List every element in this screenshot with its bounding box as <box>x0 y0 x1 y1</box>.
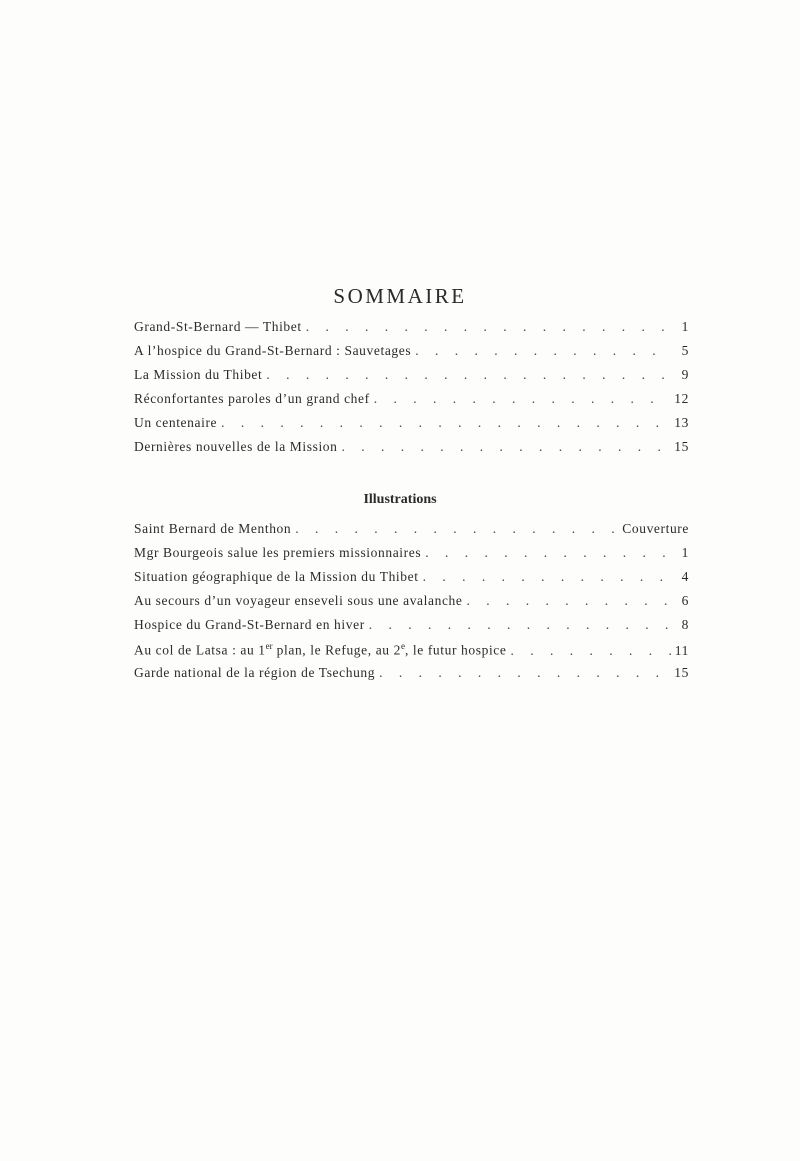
toc-entry-page: 5 <box>681 343 689 358</box>
illustration-entry <box>134 665 689 689</box>
toc-entry <box>134 439 689 463</box>
label-part: plan, le Refuge, au 2 <box>272 642 401 658</box>
toc-entry <box>134 391 689 415</box>
toc-entry <box>134 319 689 343</box>
toc-entry-title: Réconfortantes paroles d’un grand chef <box>134 391 370 406</box>
toc-entry <box>134 343 689 367</box>
illustration-page: 8 <box>681 617 689 632</box>
illustration-title: Au secours d’un voyageur enseveli sous une avalanche <box>134 593 463 608</box>
dot-leader <box>511 643 671 659</box>
superscript: er <box>265 641 273 651</box>
illustration-entry <box>134 569 689 593</box>
dot-leader <box>374 391 671 407</box>
toc-entry-title: Grand-St-Bernard — Thibet <box>134 319 302 334</box>
dot-leader <box>369 617 671 633</box>
illustration-title: Garde national de la région de Tsechung <box>134 665 376 680</box>
illustration-title: Mgr Bourgeois salue les premiers missionnaires <box>134 545 422 560</box>
dot-leader <box>415 343 671 359</box>
illustration-entry <box>134 521 689 545</box>
toc-entry-page: 15 <box>674 439 689 454</box>
toc-entry <box>134 415 689 439</box>
illustration-entry <box>134 545 689 569</box>
toc-entry-page: 1 <box>681 319 689 334</box>
toc-entry-page: 13 <box>674 415 689 430</box>
illustration-entry <box>134 617 689 641</box>
illustration-title <box>134 641 507 659</box>
toc-entry <box>134 367 689 391</box>
label-part: , le futur hospice <box>404 642 507 658</box>
toc-entry-title: Un centenaire <box>134 415 218 430</box>
dot-leader <box>423 569 671 585</box>
toc-entry-title: Dernières nouvelles de la Mission <box>134 439 338 454</box>
contents-list <box>134 319 689 463</box>
toc-entry-title: A l’hospice du Grand-St-Bernard : Sauvetages <box>134 343 412 358</box>
superscript: e <box>400 641 405 651</box>
illustration-page: 1 <box>681 545 689 560</box>
illustration-page: 15 <box>674 665 689 680</box>
illustration-page: 6 <box>681 593 689 608</box>
dot-leader <box>266 367 671 383</box>
illustration-entry <box>134 593 689 617</box>
illustration-title: Saint Bernard de Menthon <box>134 521 292 536</box>
illustration-title: Situation géographique de la Mission du Thibet <box>134 569 419 584</box>
illustration-page: Couverture <box>622 521 689 536</box>
dot-leader <box>425 545 671 561</box>
label-part: Au col de Latsa : au 1 <box>134 642 266 658</box>
dot-leader <box>379 665 670 681</box>
dot-leader <box>221 415 670 431</box>
toc-entry-page: 12 <box>674 391 689 406</box>
illustration-page: 11 <box>674 642 689 658</box>
toc-entry-title: La Mission du Thibet <box>134 367 263 382</box>
dot-leader <box>342 439 671 455</box>
page-title: SOMMAIRE <box>333 284 467 308</box>
illustration-title: Hospice du Grand-St-Bernard en hiver <box>134 617 365 632</box>
toc-entry-page: 9 <box>681 367 689 382</box>
illustrations-list <box>134 521 689 689</box>
dot-leader <box>295 521 618 537</box>
illustration-entry <box>134 641 689 665</box>
dot-leader <box>306 319 671 335</box>
dot-leader <box>466 593 671 609</box>
illustration-page: 4 <box>681 569 689 584</box>
illustrations-heading: Illustrations <box>363 492 437 507</box>
